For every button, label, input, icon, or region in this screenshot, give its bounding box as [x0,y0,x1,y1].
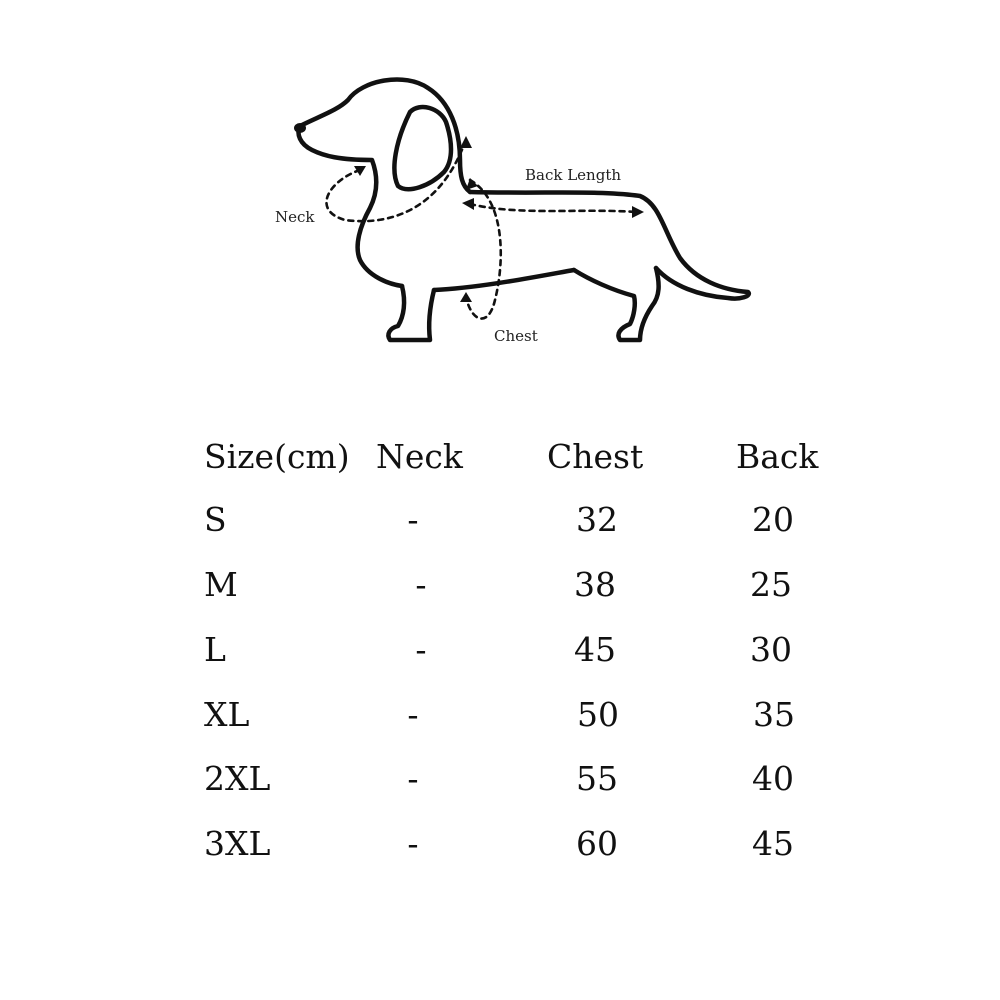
dog-nose [294,123,306,133]
chest-cell: 32 [576,500,618,539]
dog-ear [394,107,451,189]
size-cell: S [204,500,227,539]
dog-snout [299,126,403,286]
header-neck: Neck [376,437,463,476]
chest-cell: 38 [574,565,616,604]
size-cell: XL [204,695,250,734]
back-arrow-right-icon [632,206,644,218]
size-cell: L [204,630,226,669]
dog-head [300,79,470,192]
back-cell: 30 [750,630,792,669]
neck-label: Neck [275,208,315,226]
chest-arrow-icon [460,292,472,302]
size-cell: M [204,565,238,604]
dog-hind-leg [574,268,659,340]
chest-cell: 55 [576,759,618,798]
neck-cell: - [415,565,427,604]
back-cell: 35 [753,695,795,734]
neck-cell: - [415,630,427,669]
neck-cell: - [407,759,419,798]
dog-front-leg [388,286,434,340]
neck-arrow-top-icon [460,136,472,148]
chest-cell: 50 [577,695,619,734]
size-cell: 3XL [204,824,271,863]
chest-label: Chest [494,327,538,345]
back-cell: 45 [752,824,794,863]
size-cell: 2XL [204,759,271,798]
back-arrow-left-icon [462,198,474,210]
dog-belly [434,270,574,290]
neck-cell: - [407,695,419,734]
chest-cell: 60 [576,824,618,863]
back-cell: 25 [750,565,792,604]
back-cell: 40 [752,759,794,798]
header-chest: Chest [547,437,644,476]
back-length-label: Back Length [525,166,622,184]
back-cell: 20 [752,500,794,539]
chest-cell: 45 [574,630,616,669]
dog-measurement-diagram [0,0,1000,380]
neck-cell: - [407,500,419,539]
neck-cell: - [407,824,419,863]
header-back: Back [736,437,819,476]
header-size: Size(cm) [204,437,350,476]
